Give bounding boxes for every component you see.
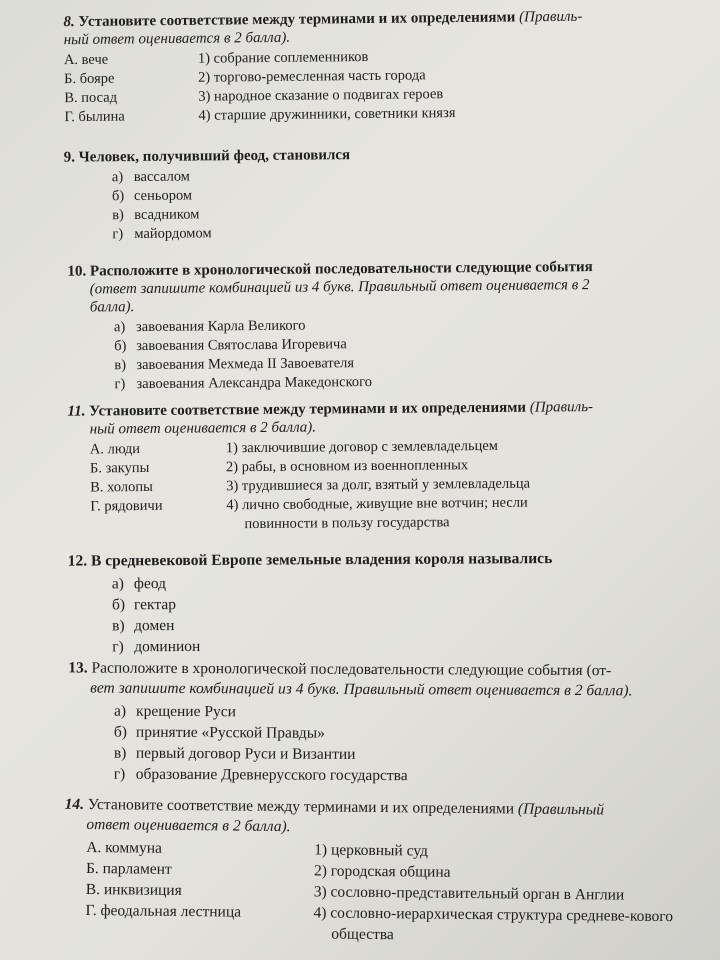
matching-table bbox=[63, 837, 684, 948]
option bbox=[114, 370, 678, 394]
question-text: Установите соответствие между терминами и их определениями bbox=[87, 796, 515, 818]
option bbox=[114, 701, 678, 725]
matching-table bbox=[64, 45, 665, 127]
question-number: 10. bbox=[67, 263, 87, 280]
option-text: всадником bbox=[134, 206, 200, 224]
question-10 bbox=[67, 257, 678, 394]
option bbox=[114, 722, 678, 746]
option-letter: г) bbox=[114, 376, 126, 393]
option-text: завоевания Мехмеда II Завоевателя bbox=[136, 355, 355, 374]
option bbox=[112, 220, 664, 244]
option-text: завоевания Александра Македонского bbox=[136, 374, 373, 393]
terms-column bbox=[90, 439, 227, 535]
option-text: крещение Руси bbox=[136, 702, 236, 721]
option-letter: б) bbox=[113, 723, 128, 741]
definitions-column bbox=[226, 436, 587, 534]
question-note: ный ответ оценивается в 2 балла). bbox=[63, 29, 291, 49]
term: А. вече bbox=[63, 51, 109, 69]
term: В. холопы bbox=[90, 478, 153, 496]
question-12 bbox=[68, 548, 679, 657]
option bbox=[114, 764, 678, 788]
definition: 3) сословно-представительный орган в Англии bbox=[313, 883, 625, 904]
option-text: образование Древнерусского государства bbox=[135, 765, 408, 785]
question-13-note bbox=[68, 678, 678, 701]
question-note: вет запишите комбинацией из 4 букв. Правильный ответ оценивается в 2 балла). bbox=[90, 679, 633, 700]
definition: 1) заключившие договор с землевладельцем bbox=[225, 437, 498, 457]
question-text: Человек, получивший феод, становился bbox=[78, 147, 351, 166]
option-letter: в) bbox=[112, 207, 124, 224]
term: В. посад bbox=[64, 89, 118, 107]
option-letter: а) bbox=[114, 702, 127, 720]
option-text: первый договор Руси и Византии bbox=[135, 744, 356, 763]
question-11 bbox=[67, 397, 678, 535]
option-text: доминион bbox=[134, 637, 201, 656]
option-letter: б) bbox=[114, 338, 127, 355]
options-list bbox=[68, 570, 678, 657]
term: А. коммуна bbox=[86, 838, 163, 857]
option bbox=[112, 591, 678, 615]
option bbox=[112, 570, 678, 594]
term: А. люди bbox=[89, 441, 141, 458]
question-13 bbox=[68, 658, 679, 787]
question-note: (Правиль- bbox=[529, 399, 594, 416]
question-9 bbox=[64, 143, 665, 244]
definition: 2) торгово-ремесленная часть города bbox=[198, 67, 426, 86]
definition: 4) старшие дружинники, советники князя bbox=[198, 105, 456, 124]
options-list bbox=[64, 163, 665, 244]
question-number: 9. bbox=[63, 149, 75, 166]
terms-column bbox=[85, 837, 314, 944]
option-text: майордомом bbox=[134, 225, 212, 243]
question-note: (Правильный bbox=[517, 800, 605, 819]
question-text: Установите соответствие между терминами и их определениями bbox=[78, 9, 516, 30]
question-number: 12. bbox=[67, 552, 88, 570]
definition: 1) собрание соплеменников bbox=[197, 48, 369, 67]
question-text: В средневековой Европе земельные владения короля назывались bbox=[90, 550, 553, 570]
option-letter: б) bbox=[111, 188, 125, 205]
option-letter: в) bbox=[112, 617, 125, 635]
term: Г. былина bbox=[64, 108, 125, 126]
option-text: принятие «Русской Правды» bbox=[135, 723, 325, 742]
option-text: вассалом bbox=[133, 168, 191, 186]
definition: 3) народное сказание о подвигах героев bbox=[198, 86, 444, 105]
matching-table bbox=[68, 435, 679, 535]
term: Б. бояре bbox=[64, 70, 115, 88]
definition: 3) трудившиеся за долг, взятый у землевладельца bbox=[226, 475, 531, 495]
definition: 4) лично свободные, живущие вне вотчин; несли повинности в пользу государства bbox=[226, 494, 528, 533]
definitions-column bbox=[313, 839, 676, 948]
question-8 bbox=[63, 7, 664, 127]
definition: 1) церковный суд bbox=[314, 841, 429, 860]
definition: 2) городская община bbox=[313, 862, 451, 881]
option-text: домен bbox=[134, 617, 175, 635]
question-9-title bbox=[64, 143, 664, 166]
option-text: гектар bbox=[133, 596, 177, 614]
option-letter: в) bbox=[113, 744, 127, 762]
option-letter: а) bbox=[111, 169, 124, 186]
term: Г. рядовичи bbox=[90, 497, 163, 515]
options-list bbox=[68, 313, 679, 394]
question-number: 14. bbox=[64, 795, 85, 813]
question-12-title bbox=[68, 548, 678, 571]
term: В. инквизиция bbox=[85, 880, 182, 899]
terms-column bbox=[64, 50, 199, 127]
option-letter: а) bbox=[111, 575, 124, 593]
option bbox=[114, 743, 678, 767]
question-text: Установите соответствие между терминами и их определениями bbox=[89, 399, 527, 420]
term: Г. феодальная лестница bbox=[85, 901, 242, 921]
option-text: завоевания Карла Великого bbox=[135, 317, 306, 336]
option bbox=[112, 612, 678, 636]
question-note: ный ответ оценивается в 2 балла). bbox=[89, 419, 317, 438]
option-letter: г) bbox=[112, 638, 124, 656]
option-letter: г) bbox=[112, 226, 124, 243]
question-note: (Правиль- bbox=[519, 8, 583, 26]
question-number: 11. bbox=[67, 403, 86, 420]
option-text: завоевания Святослава Игоревича bbox=[136, 336, 347, 355]
options-list bbox=[68, 700, 678, 787]
definition: 4) сословно-иерархическая структура средневе-кового общества bbox=[313, 904, 674, 944]
option-letter: б) bbox=[111, 596, 126, 614]
option bbox=[112, 633, 678, 657]
question-note: балла). bbox=[89, 299, 135, 316]
definition: 2) рабы, в основном из военнопленных bbox=[225, 457, 469, 476]
question-number: 8. bbox=[63, 14, 75, 31]
option-letter: а) bbox=[113, 319, 126, 336]
question-note: (ответ запишите комбинацией из 4 букв. Правильный ответ оценивается в 2 bbox=[89, 277, 590, 298]
term: Б. закупы bbox=[89, 459, 150, 477]
option-text: феод bbox=[133, 575, 167, 593]
option-letter: в) bbox=[114, 357, 127, 374]
definitions-column bbox=[198, 47, 456, 126]
question-14 bbox=[63, 795, 685, 948]
option-text: сеньором bbox=[133, 187, 193, 205]
question-number: 13. bbox=[68, 659, 88, 677]
question-note: ответ оценивается в 2 балла). bbox=[86, 815, 291, 836]
question-text: Расположите в хронологической последовательности следующие события (от- bbox=[91, 659, 612, 680]
question-text: Расположите в хронологической последовательности следующие события bbox=[89, 259, 593, 280]
term: Б. парламент bbox=[85, 859, 172, 878]
option-letter: г) bbox=[113, 765, 126, 783]
